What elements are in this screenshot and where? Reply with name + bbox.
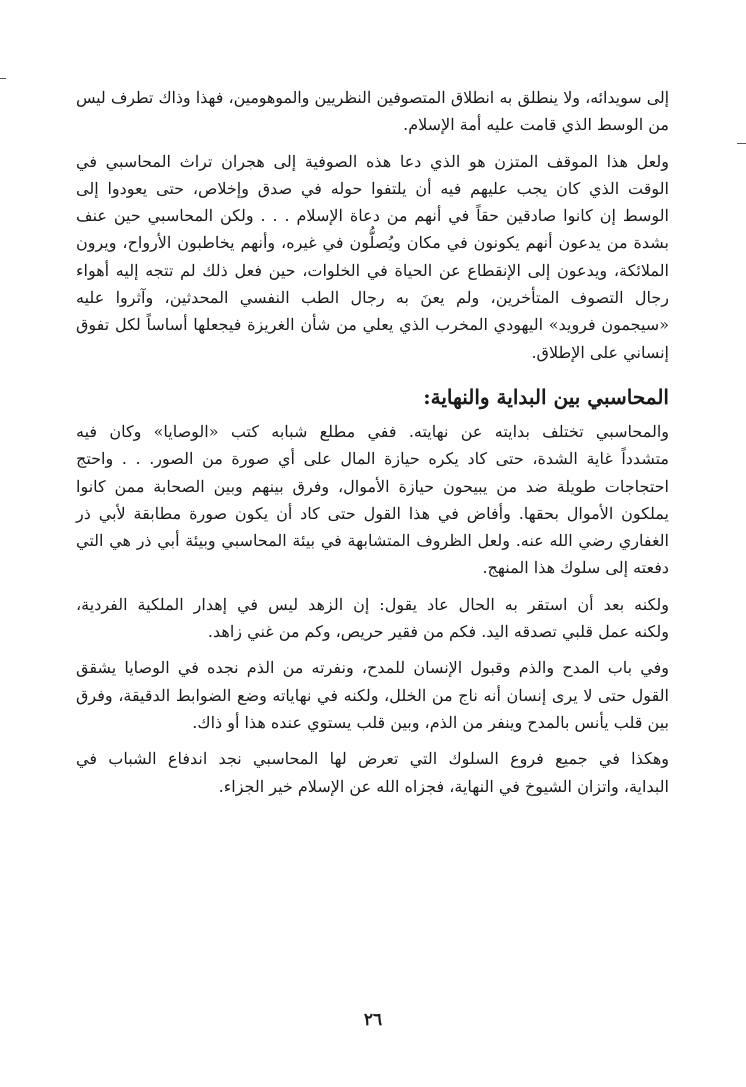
page-number: ٢٦ — [363, 1010, 383, 1030]
text-line: ولكنه عمل قلبي تصدقه اليد. فكم من فقير حريص، وكم من غني زاهد. — [207, 622, 669, 642]
text-line: إنساني على الإطلاق. — [531, 342, 669, 362]
paragraph — [76, 591, 669, 646]
page-body — [76, 84, 669, 809]
text-line: رجال التصوف المتأخرين، ولم يعنَ به رجال الطب النفسي المحدثين، وآثروا عليه — [76, 288, 669, 308]
text-line: بشدة من يدعون أنهم يكونون في مكان ويُصلُّون في غيره، وأنهم يخاطبون الأرواح، ويرون — [76, 233, 669, 253]
paragraph — [76, 84, 669, 139]
text-line: وفي باب المدح والذم وقبول الإنسان للمدح، ونفرته من الذم نجده في الوصايا يشقق — [76, 658, 669, 678]
text-line: متشدداً غاية الشدة، حتى كاد يكره حيازة المال على أي صورة من الصور. . . واحتج — [76, 449, 669, 469]
text-line: دفعته إلى سلوك هذا المنهج. — [482, 558, 669, 578]
text-line: يملكون الأموال بحقها. وأفاض في هذا القول حتى كاد أن يكون صورة مطابقة لأبي ذر — [76, 503, 669, 523]
text-line: إلى سويدائه، ولا ينطلق به انطلاق المتصوفين النظريين والموهومين، فهذا وذاك تطرف ليس — [76, 88, 669, 107]
section-heading: المحاسبي بين البداية والنهاية: — [423, 384, 669, 409]
text-line: الوقت الذي كان يجب عليهم فيه أن يلتفوا حوله في صدق وإخلاص، حتى يعودوا إلى — [76, 178, 669, 198]
paragraph — [76, 745, 669, 800]
text-line: من الوسط الذي قامت عليه أمة الإسلام. — [403, 115, 669, 135]
text-line: بين قلب يأنس بالمدح وينفر من الذم، وبين قلب يستوي عنده هذا أو ذاك. — [192, 712, 669, 732]
paragraphs-before-heading — [76, 84, 669, 366]
text-line: القول حتى لا يرى إنسان أنه ناج من الخلل، ولكنه في نهاياته وضع الضوابط الدقيقة، وفرق — [76, 685, 669, 705]
paragraph — [76, 418, 669, 582]
text-line: وهكذا في جميع فروع السلوك التي تعرض لها المحاسبي نجد اندفاع الشباب في — [76, 749, 669, 769]
text-line: احتجاجات طويلة ضد من يبيحون حيازة الأموال، وفرق بينهم وبين الصحابة ممن كانوا — [76, 476, 669, 496]
text-line: ولكنه بعد أن استقر به الحال عاد يقول: إن الزهد ليس في إهدار الملكية الفردية، — [76, 594, 669, 614]
text-line: «سيجمون فرويد» اليهودي المخرب الذي يعلي من شأن الغريزة فيجعلها أساساً لكل تفوق — [76, 315, 669, 335]
text-line: الغفاري رضي الله عنه. ولعل الظروف المتشابهة في بيئة المحاسبي وبيئة أبي ذر هي التي — [76, 531, 670, 551]
margin-tick-top-right — [737, 143, 746, 144]
text-line: والمحاسبي تختلف بدايته عن نهايته. ففي مطلع شبابه كتب «الوصايا» وكان فيه — [76, 421, 669, 441]
margin-tick-top-left — [0, 78, 6, 79]
paragraphs-after-heading — [76, 418, 669, 800]
text-line: الوسط إن كانوا صادقين حقاً في أنهم من دعاة الإسلام . . . ولكن المحاسبي حين عنف — [76, 206, 669, 226]
paragraph — [76, 148, 669, 366]
paragraph — [76, 654, 669, 736]
text-line: البداية، واتزان الشيوخ في النهاية، فجزاه الله عن الإسلام خير الجزاء. — [218, 776, 669, 796]
text-line: الملائكة، ويدعون إلى الإنقطاع عن الحياة في الخلوات، حين فعل ذلك لم تتجه إليه أهواء — [76, 260, 669, 280]
text-line: ولعل هذا الموقف المتزن هو الذي دعا هذه الصوفية إلى هجران تراث المحاسبي في — [76, 151, 669, 171]
